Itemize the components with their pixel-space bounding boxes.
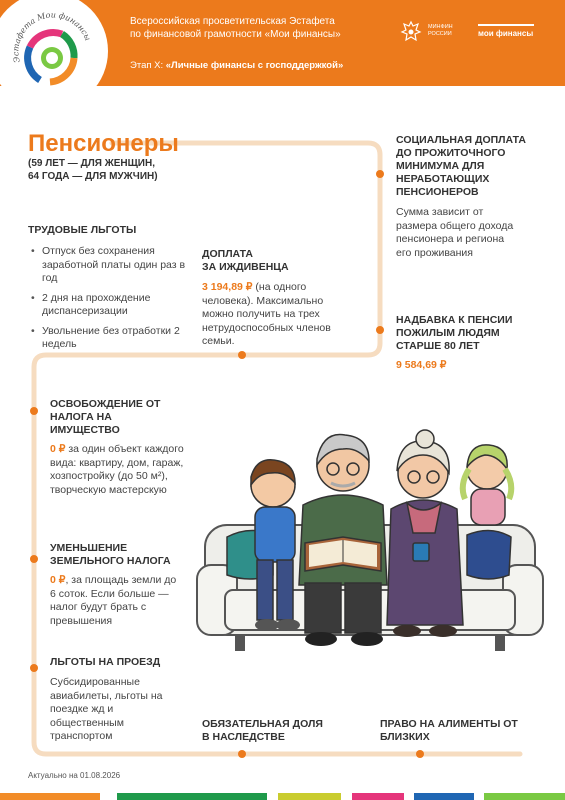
dependent-desc: (на одного человека). Максимально можно получить на трех нетрудоспособных членов семьи.: [202, 281, 331, 347]
moi-finansy-text: мои финансы: [478, 29, 534, 38]
logo-ring-text: Эстафета Мои финансы: [11, 10, 93, 64]
labor-item: • Отпуск без сохранения заработной платы один раз в год: [28, 245, 188, 286]
stage-prefix: Этап X:: [130, 60, 166, 71]
dependent-text: [202, 281, 352, 349]
alimony-section: [380, 718, 520, 744]
path-dot-travel: [30, 664, 38, 672]
labor-heading: ТРУДОВЫЕ ЛЬГОТЫ: [28, 224, 137, 236]
property-tax-section: [50, 398, 190, 497]
land-heading: УМЕНЬШЕНИЕ ЗЕМЕЛЬНОГО НАЛОГА: [50, 542, 171, 567]
dependent-section: [202, 248, 352, 349]
footer-stripe-yellow: [278, 793, 341, 800]
footer-date: Актуально на 01.08.2026: [28, 771, 121, 780]
property-amount: 0 ₽: [50, 443, 66, 455]
travel-section: [50, 656, 185, 744]
alimony-heading: ПРАВО НА АЛИМЕНТЫ ОТ БЛИЗКИХ: [380, 718, 518, 743]
inheritance-section: [202, 718, 332, 744]
page-subtitle: [28, 157, 198, 183]
path-dot-property: [30, 407, 38, 415]
path-dot-inheritance: [238, 750, 246, 758]
dependent-heading-1: ДОПЛАТА: [202, 248, 253, 260]
land-desc: , за площадь земли до 6 соток. Если больше — налог будут брать с превышения: [50, 574, 177, 627]
minfin-label-2: РОССИИ: [428, 31, 452, 37]
subtitle-line-1: (59 ЛЕТ — ДЛЯ ЖЕНЩИН,: [28, 158, 155, 169]
property-heading: ОСВОБОЖДЕНИЕ ОТ НАЛОГА НА ИМУЩЕСТВО: [50, 398, 161, 436]
dependent-amount: 3 194,89 ₽: [202, 281, 253, 293]
social-text: Сумма зависит от размера общего дохода пенсионера и региона его проживания: [396, 206, 514, 259]
minfin-label-1: МИНФИН: [428, 24, 453, 30]
inheritance-heading: ОБЯЗАТЕЛЬНАЯ ДОЛЯ В НАСЛЕДСТВЕ: [202, 718, 323, 743]
family-illustration: [195, 425, 545, 665]
dependent-heading-2: ЗА ИЖДИВЕНЦА: [202, 261, 289, 273]
labor-item: • Увольнение без отработки 2 недель: [28, 325, 188, 352]
labor-item: • 2 дня на прохождение диспансеризации: [28, 292, 188, 319]
path-dot-land: [30, 555, 38, 563]
footer-stripe-green: [117, 793, 267, 800]
footer-stripe-blue: [414, 793, 474, 800]
path-dot-social: [376, 170, 384, 178]
elderly-section: [396, 314, 536, 373]
path-dot-alimony: [416, 750, 424, 758]
stage-name: «Личные финансы с господдержкой»: [165, 60, 344, 71]
footer-stripe-pink: [352, 793, 404, 800]
social-heading: СОЦИАЛЬНАЯ ДОПЛАТА ДО ПРОЖИТОЧНОГО МИНИМУМА ДЛЯ НЕРАБОТАЮЩИХ ПЕНСИОНЕРОВ: [396, 134, 526, 198]
header-line-1: Всероссийская просветительская Эстафета: [130, 16, 335, 27]
footer-stripe-lightgreen: [484, 793, 565, 800]
property-text: [50, 443, 190, 497]
land-text: [50, 574, 178, 628]
labor-list: [28, 245, 188, 352]
elderly-heading: НАДБАВКА К ПЕНСИИ ПОЖИЛЫМ ЛЮДЯМ СТАРШЕ 80 ЛЕТ: [396, 314, 513, 352]
page-title: Пенсионеры: [28, 130, 179, 157]
path-dot-elderly: [376, 326, 384, 334]
subtitle-line-2: 64 ГОДА — ДЛЯ МУЖЧИН): [28, 171, 158, 182]
land-amount: 0 ₽: [50, 574, 66, 586]
travel-heading: ЛЬГОТЫ НА ПРОЕЗД: [50, 656, 161, 668]
land-tax-section: [50, 542, 185, 628]
property-desc: за один объект каждого вида: квартиру, дом, гараж, хозпостройку (до 50 м²), творческую мастерскую: [50, 443, 184, 496]
travel-text: Субсидированные авиабилеты, льготы на поездке жд и общественным транспортом: [50, 676, 163, 742]
footer-stripe-orange: [0, 793, 100, 800]
header-line-2: по финансовой грамотности «Мои финансы»: [130, 29, 341, 40]
social-section: [396, 134, 531, 260]
labor-benefits-section: [28, 224, 188, 358]
elderly-amount: 9 584,69 ₽: [396, 359, 447, 371]
path-dot-dependent: [238, 351, 246, 359]
